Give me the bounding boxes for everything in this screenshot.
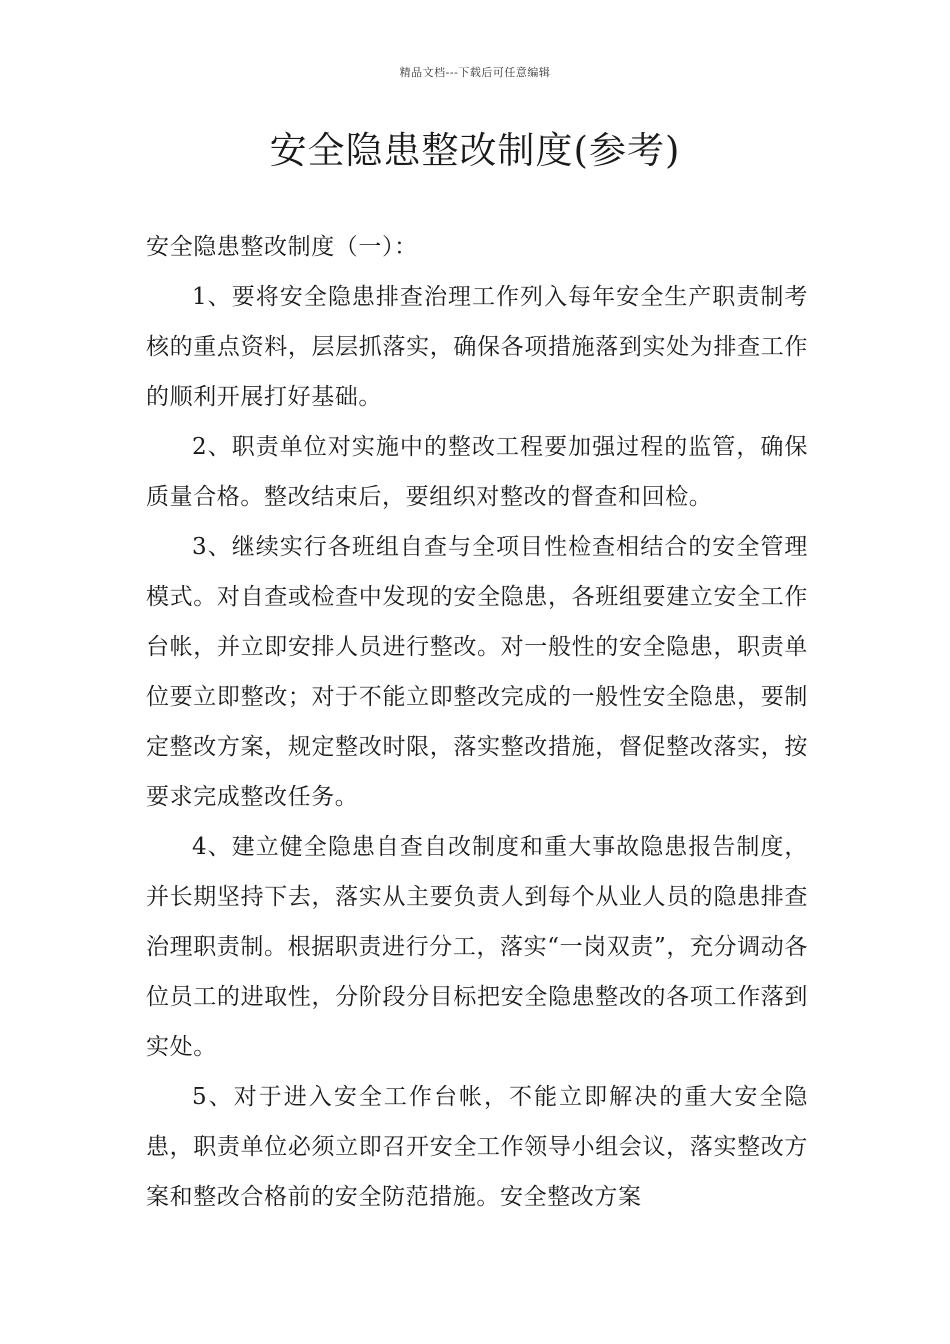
document-body xyxy=(146,222,808,1222)
section-heading: 安全隐患整改制度（一）： xyxy=(146,234,418,260)
document-title: 安全隐患整改制度(参考) xyxy=(269,129,681,172)
paragraph-4: 4、建立健全隐患自查自改制度和重大事故隐患报告制度，并长期坚持下去，落实从主要负责人到每个从业人员的隐患排查治理职责制。根据职责进行分工，落实“一岗双责”，充分调动各位员工的进取性，分阶段分目标把安全隐患整改的各项工作落到实处。 xyxy=(146,834,808,1060)
paragraph-5: 5、对于进入安全工作台帐，不能立即解决的重大安全隐患，职责单位必须立即召开安全工作领导小组会议，落实整改方案和整改合格前的安全防范措施。安全整改方案 xyxy=(146,1084,808,1210)
paragraph-1: 1、要将安全隐患排查治理工作列入每年安全生产职责制考核的重点资料，层层抓落实，确保各项措施落到实处为排查工作的顺利开展打好基础。 xyxy=(146,284,808,410)
header-note: 精品文档---下载后可任意编辑 xyxy=(399,66,551,79)
paragraph-2: 2、职责单位对实施中的整改工程要加强过程的监管，确保质量合格。整改结束后，要组织对整改的督查和回检。 xyxy=(146,434,808,510)
paragraph-3: 3、继续实行各班组自查与全项目性检查相结合的安全管理模式。对自查或检查中发现的安全隐患，各班组要建立安全工作台帐，并立即安排人员进行整改。对一般性的安全隐患，职责单位要立即整改；对于不能立即整改完成的一般性安全隐患，要制定整改方案，规定整改时限，落实整改措施，督促整改落实，按要求完成整改任务。 xyxy=(146,534,808,810)
